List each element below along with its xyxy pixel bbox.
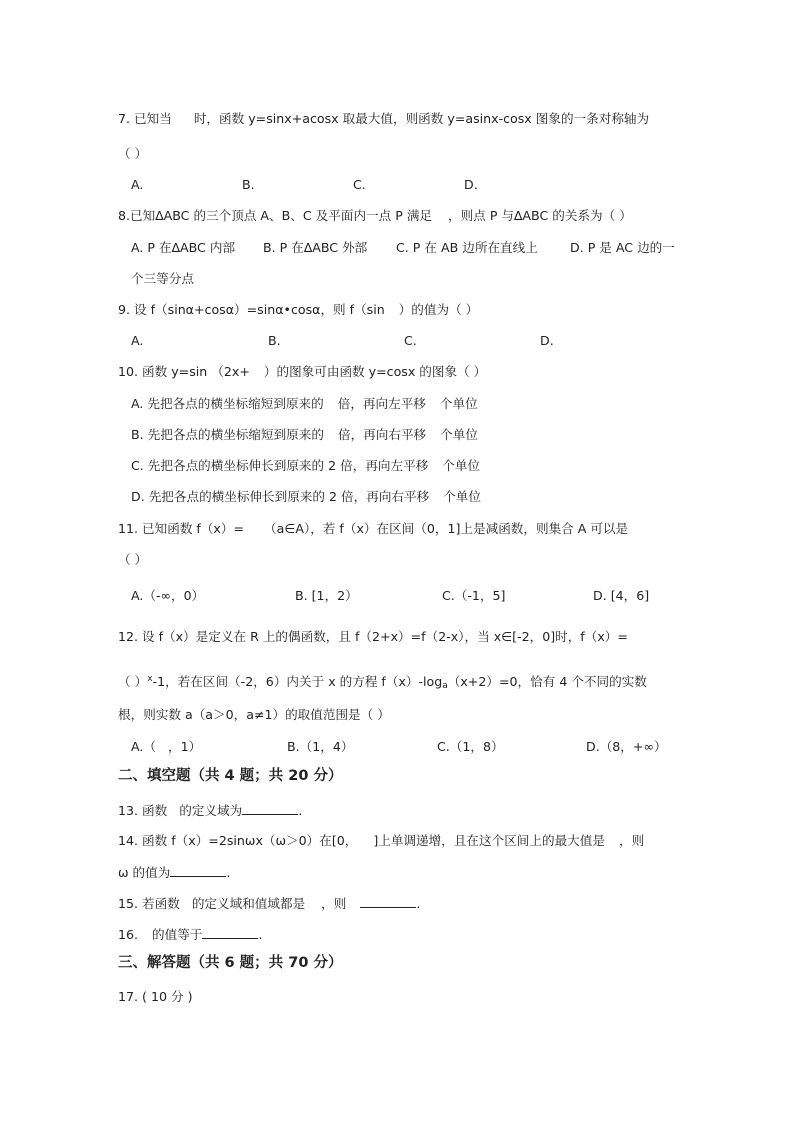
q12-line-3: 根，则实数 a（a＞0，a≠1）的取值范围是（ ）: [118, 707, 390, 722]
q11-option-b: B. [1，2）: [295, 588, 358, 603]
section-fill-in-heading: 二、填空题（共 4 题；共 20 分）: [118, 768, 343, 784]
q13-answer-blank: [242, 802, 298, 815]
q11-paren: （ ）: [118, 552, 148, 567]
q11-stem: 11. 已知函数 f（x）= （a∈A），若 f（x）在区间（0，1]上是减函数，则集合 A 可以是: [118, 521, 629, 536]
q9-stem: 9. 设 f（sinα+cosα）=sinα•cosα，则 f（sin ）的值为（ ）: [118, 302, 479, 317]
q14-answer-blank: [170, 864, 226, 877]
q9-option-b: B.: [268, 333, 281, 348]
q12-line-1: 12. 设 f（x）是定义在 R 上的偶函数，且 f（2+x）=f（2-x），当 x∈[-2，0]时，f（x）=: [118, 629, 628, 644]
q12-option-a: A.（ ，1）: [131, 739, 202, 754]
q9-option-a: A.: [131, 333, 144, 348]
section-solution-heading: 三、解答题（共 6 题；共 70 分）: [118, 955, 343, 971]
q7-paren: （ ）: [118, 146, 148, 161]
q7-option-d: D.: [464, 177, 478, 192]
q12-option-d: D.（8，+∞）: [586, 739, 667, 754]
q7-option-c: C.: [353, 177, 366, 192]
q10-option-b: B. 先把各点的横坐标缩短到原来的 倍，再向右平移 个单位: [131, 427, 478, 442]
q9-option-c: C.: [404, 333, 417, 348]
q11-option-c: C.（-1，5]: [442, 588, 506, 603]
q11-option-d: D. [4，6]: [593, 588, 650, 603]
q12-line-2: （ ）$^x$-1，若在区间（-2，6）内关于 x 的方程 $f(x)-\log_a(x+2)=0$，恰有 4 个不同的实数: [118, 674, 647, 691]
q11-option-a: A.（-∞，0）: [131, 588, 205, 603]
q10-stem: 10. 函数 y=sin （2x+ ）的图象可由函数 y=cosx 的图象（ ）: [118, 364, 487, 379]
q12-option-c: C.（1，8）: [437, 739, 504, 754]
q15: 15. 若函数 的定义域和值域都是 ，则 .: [118, 896, 421, 911]
q7-option-a: A.: [131, 177, 144, 192]
q10-option-c: C. 先把各点的横坐标伸长到原来的 2 倍，再向左平移 个单位: [131, 458, 481, 473]
q16: 16. 的值等于 .: [118, 927, 263, 942]
q14-line-1: 14. 函数 f（x）=2sinωx（ω＞0）在[0， ]上单调递增，且在这个区间上的最大值是 ，则: [118, 833, 645, 848]
q9-option-d: D.: [540, 333, 554, 348]
q10-option-a: A. 先把各点的横坐标缩短到原来的 倍，再向左平移 个单位: [131, 396, 478, 411]
q12-option-b: B.（1，4）: [287, 739, 354, 754]
q15-answer-blank: [360, 895, 416, 908]
q8-stem: 8.已知∆ABC 的三个顶点 A、B、C 及平面内一点 P 满足 ，则点 P 与∆ABC 的关系为（ ）: [118, 208, 632, 223]
q7-option-b: B.: [242, 177, 255, 192]
q14-line-2: ω 的值为 .: [118, 865, 231, 880]
q7-stem: 7. 已知当 时，函数 y=sinx+acosx 取最大值，则函数 y=asinx-cosx 图象的一条对称轴为: [118, 111, 650, 126]
q8-option-a: A. P 在∆ABC 内部: [131, 240, 236, 255]
q8-option-c: C. P 在 AB 边所在直线上: [396, 240, 538, 255]
q8-option-d: D. P 是 AC 边的一: [570, 240, 675, 255]
q17: 17. ( 10 分 ): [118, 989, 193, 1004]
q16-answer-blank: [202, 926, 258, 939]
q13: 13. 函数 的定义域为 .: [118, 803, 303, 818]
q8-option-d-cont: 个三等分点: [131, 271, 194, 286]
q8-option-b: B. P 在∆ABC 外部: [263, 240, 368, 255]
q10-option-d: D. 先把各点的横坐标伸长到原来的 2 倍，再向右平移 个单位: [131, 489, 481, 504]
